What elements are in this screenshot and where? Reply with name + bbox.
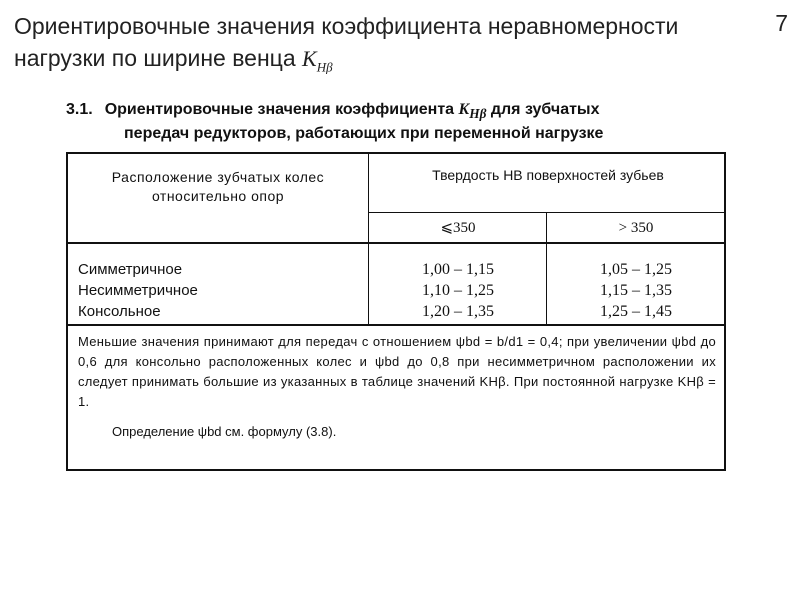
header-hardness: Твердость HB поверхностей зубьев [432,167,664,183]
row-value: 1,05 – 1,25 [600,261,672,278]
table-caption [66,100,726,144]
caption-line2: передач редукторов, работающих при переменной нагрузке [124,125,604,143]
scanned-table-image [62,96,732,478]
note-divider [68,324,724,326]
header-divider [68,242,724,244]
k-h-beta-symbol: $K_{H\beta}$ [302,46,333,75]
slide-title [14,10,714,83]
column-divider-2 [546,212,547,324]
row-value: 1,20 – 1,35 [422,303,494,320]
table-frame [66,152,726,471]
page-number: 7 [775,10,788,36]
sub-header-le-350: ⩽350 [440,220,476,236]
row-label-symmetric: Симметричное [78,261,183,278]
table-note: Меньшие значения принимают для передач с отношением ψbd = b/d1 = 0,4; при увеличении ψbd до 0,6 для консольно расположенных колес и ψbd до 0,8 при несимметричном расположении их следует принимать большие из указанных в таблице значений KHβ. При постоянной нагрузке KHβ = 1. [78,334,716,409]
row-value: 1,25 – 1,45 [600,303,672,320]
row-label-cantilever: Консольное [78,303,161,320]
sub-header-gt-350: > 350 [618,220,654,236]
caption-line1-post: для зубчатых [490,101,600,118]
row-value: 1,00 – 1,15 [422,261,494,278]
table-number: 3.1. [66,101,93,118]
column-divider-1 [368,154,369,324]
slide-title-text: Ориентировочные значения коэффициента неравномерности нагрузки по ширине венца [14,13,679,71]
row-value: 1,10 – 1,25 [422,282,494,299]
caption-line1-pre: Ориентировочные значения коэффициента [104,101,455,118]
row-label-asymmetric: Несимметричное [78,282,198,299]
header-position: Расположение зубчатых колес относительно опор [111,169,325,204]
caption-symbol: $K_{H\beta}$ [458,101,487,122]
table-note-definition: Определение ψbd см. формулу (3.8). [112,424,337,439]
row-value: 1,15 – 1,35 [600,282,672,299]
